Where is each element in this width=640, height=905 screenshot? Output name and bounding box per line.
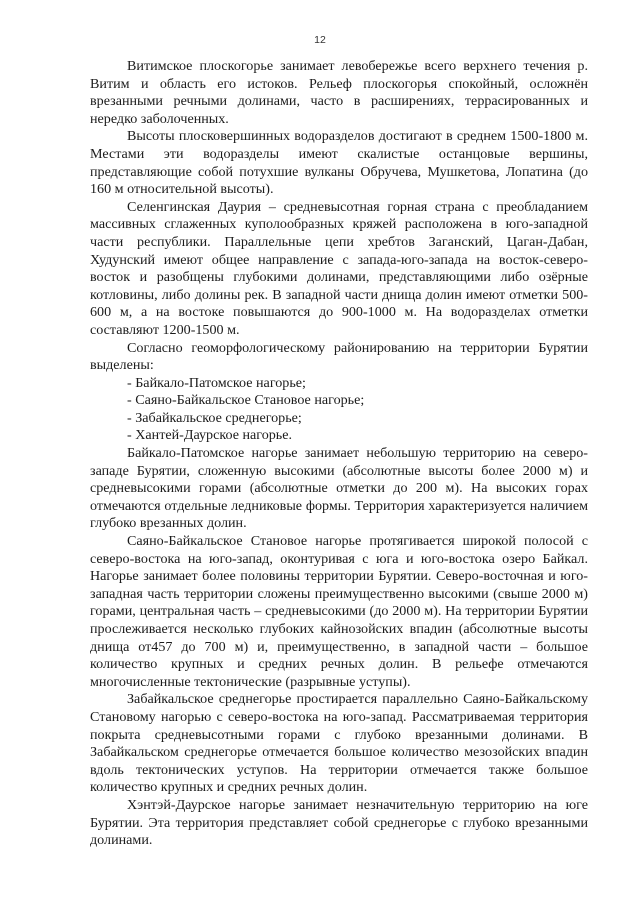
paragraph-watershed-heights: Высоты плосковершинных водоразделов достигают в среднем 1500-1800 м. Местами эти водоразделы имеют скалистые останцовые вершины, представляющие собой потухшие вулканы Обручева, Мушкетова, Лопатина (до 160 м относительной высоты). [90,128,588,198]
paragraph-sayan-baikal: Саяно-Байкальское Становое нагорье протягивается широкой полосой с северо-востока на юго-запад, оконтуривая с юга и юго-востока озеро Байкал. Нагорье занимает более половины территории Бурятии. Северо-восточная и юго-западная часть территории сложены преимущественно высокими (свыше 2000 м) горами, центральная часть – средневысокими (до 2000 м). На территории Бурятии прослеживается несколько глубоких кайнозойских впадин (абсолютные высоты днища от457 до 700 м) и, преимущественно, в западной части – большое количество крупных и средних речных долин. В рельефе отмечаются многочисленные тектонические (разрывные уступы). [90,533,588,690]
regions-list [90,375,588,445]
list-item: - Байкало-Патомское нагорье; [127,375,588,393]
list-item: - Саяно-Байкальское Становое нагорье; [127,392,588,410]
paragraph-khentei-daur: Хэнтэй-Даурское нагорье занимает незначительную территорию на юге Бурятии. Эта территория представляет собой среднегорье с глубоко врезанными долинами. [90,796,588,849]
page-number: 12 [314,34,326,46]
list-item: - Хантей-Даурское нагорье. [127,427,588,445]
paragraph-baikal-patom: Байкало-Патомское нагорье занимает небольшую территорию на северо-западе Бурятии, сложенную высокими (абсолютные высоты более 2000 м) и средневысокими горами (абсолютные отметки до 200 м). На высоких горах отмечаются отдельные ледниковые формы. Территория характеризуется наличием глубоко врезанных долин. [90,445,588,532]
list-item: - Забайкальское среднегорье; [127,410,588,428]
paragraph-regionalization-intro: Согласно геоморфологическому районированию на территории Бурятии выделены: [90,339,588,374]
paragraph-transbaikal: Забайкальское среднегорье простирается параллельно Саяно-Байкальскому Становому нагорью с северо-востока на юго-запад. Рассматриваемая территория покрыта средневысотными горами с глубоко врезанными долинами. В Забайкальском среднегорье отмечается большое количество мезозойских впадин вдоль тектонических уступов. На территории отмечается также большое количество крупных и средних речных долин. [90,691,588,796]
paragraph-selenga-dauria: Селенгинская Даурия – средневысотная горная страна с преобладанием массивных сглаженных куполообразных кряжей расположена в юго-западной части республики. Параллельные цепи хребтов Заганский, Цаган-Дабан, Худунский имеют общее направление с запада-юго-запада на восток-северо-восток и разобщены глубокими долинами, представляющими либо озёрные котловины, либо долины рек. В западной части днища долин имеют отметки 500-600 м, а на востоке повышаются до 900-1000 м. На водоразделах отметки составляют 1200-1500 м. [90,198,588,338]
paragraph-vitim-plateau: Витимское плоскогорье занимает левобережье всего верхнего течения р. Витим и область его истоков. Рельеф плоскогорья спокойный, осложнён врезанными речными долинами, часто в расширениях, террасированных и нередко заболоченных. [90,58,588,127]
